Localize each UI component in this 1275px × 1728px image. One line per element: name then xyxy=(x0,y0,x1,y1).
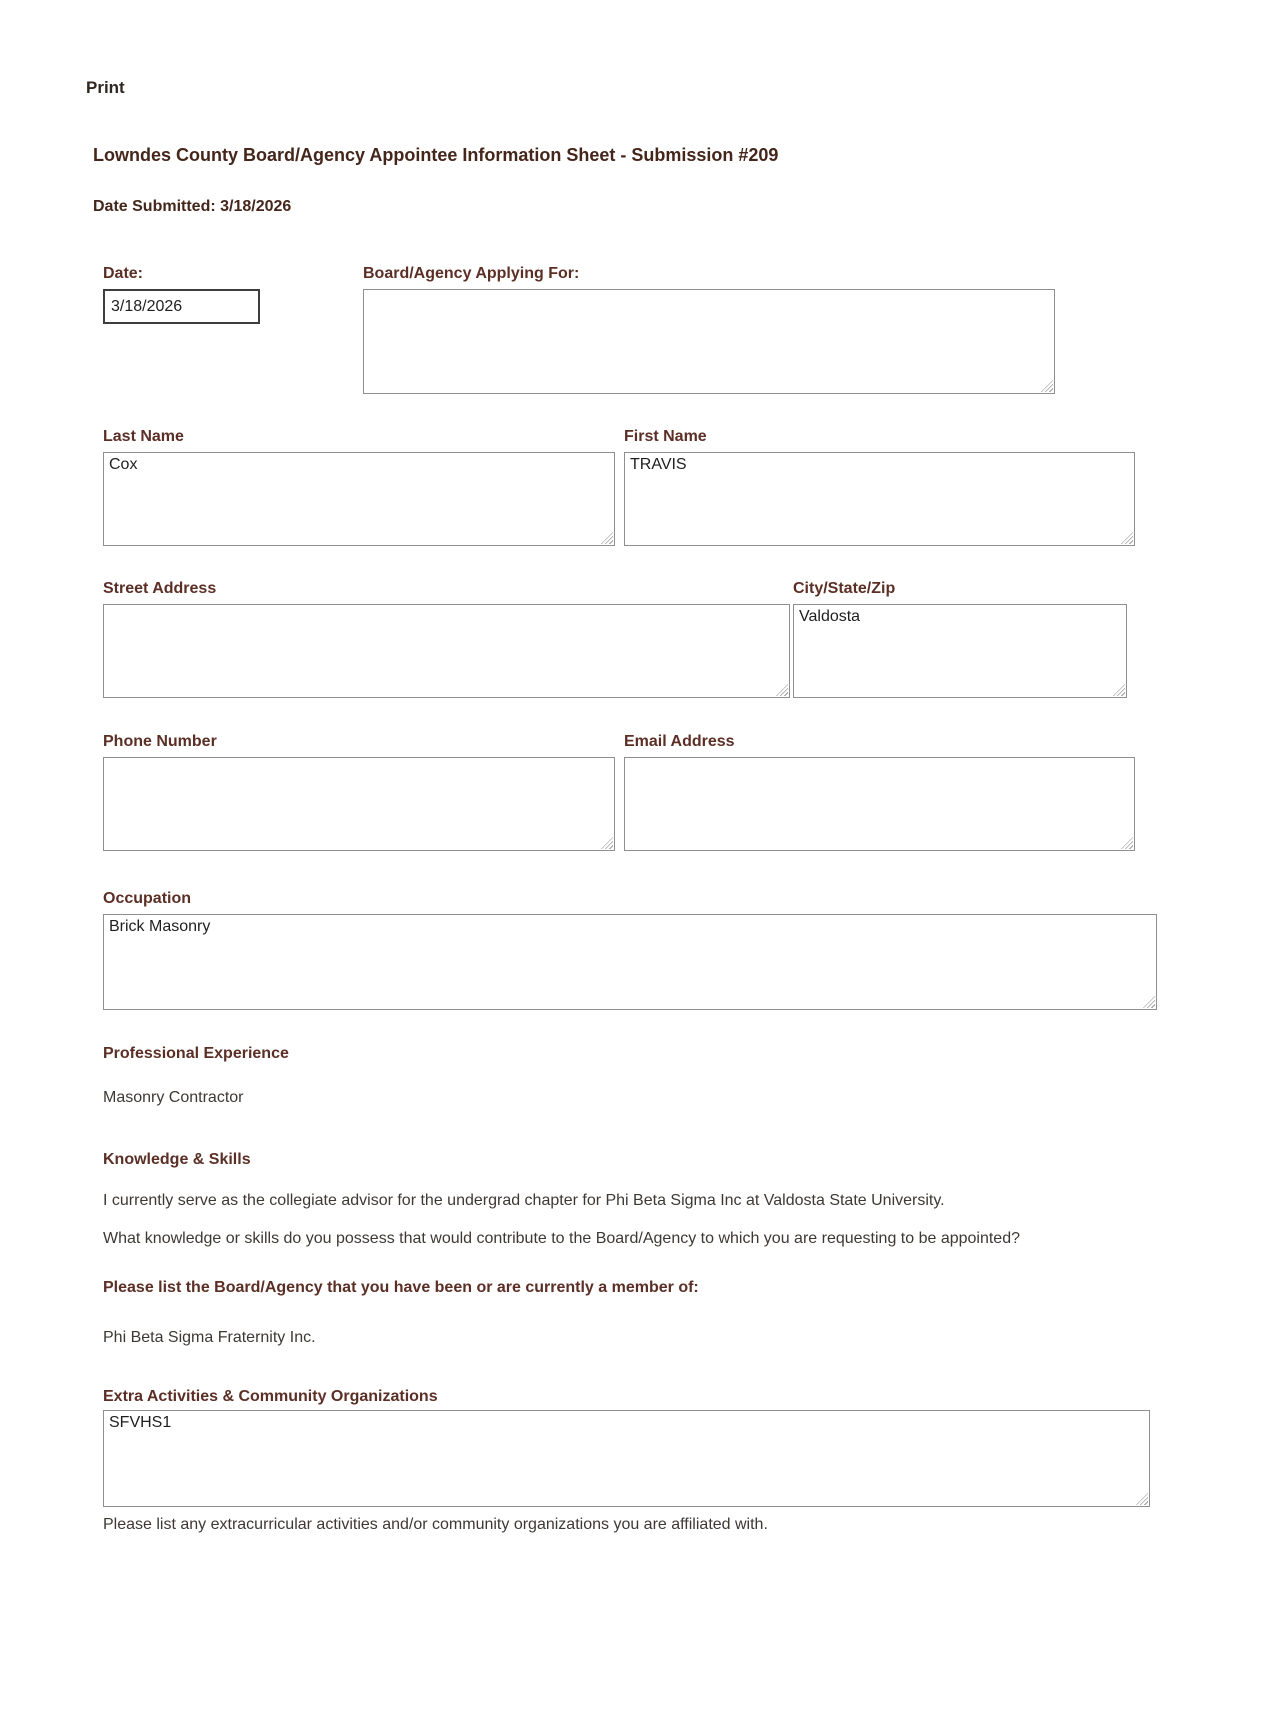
board-agency-textarea[interactable] xyxy=(363,289,1055,394)
occupation-row xyxy=(103,890,1275,1010)
name-row xyxy=(103,428,1275,546)
street-address-textarea[interactable] xyxy=(103,604,790,698)
extra-activities-caption: Please list any extracurricular activities and/or community organizations you are affiliated with. xyxy=(103,1516,768,1533)
street-address-label: Street Address xyxy=(103,580,217,597)
date-field-group xyxy=(103,265,260,394)
extra-activities-field-group xyxy=(103,1410,1150,1507)
city-state-zip-field-group xyxy=(793,580,1127,698)
city-state-zip-label: City/State/Zip xyxy=(793,580,896,597)
first-name-field-group xyxy=(624,428,1135,546)
phone-label: Phone Number xyxy=(103,733,217,750)
last-name-textarea[interactable] xyxy=(103,452,615,546)
board-member-value: Phi Beta Sigma Fraternity Inc. xyxy=(103,1329,316,1346)
board-agency-label: Board/Agency Applying For: xyxy=(363,265,580,282)
form-page xyxy=(0,78,1275,1535)
phone-textarea[interactable] xyxy=(103,757,615,851)
page-title: Lowndes County Board/Agency Appointee Information Sheet - Submission #209 xyxy=(93,145,779,165)
last-name-label: Last Name xyxy=(103,428,184,445)
last-name-field-group xyxy=(103,428,615,546)
knowledge-skills-question: What knowledge or skills do you possess that would contribute to the Board/Agency to which you are requesting to be appointed? xyxy=(103,1230,1020,1247)
contact-row xyxy=(103,733,1275,851)
date-label: Date: xyxy=(103,265,144,282)
street-address-field-group xyxy=(103,580,790,698)
date-board-row xyxy=(103,265,1275,394)
occupation-textarea[interactable] xyxy=(103,914,1157,1010)
print-button[interactable]: Print xyxy=(86,78,125,97)
date-submitted-text: Date Submitted: 3/18/2026 xyxy=(93,198,292,215)
email-label: Email Address xyxy=(624,733,735,750)
date-input[interactable] xyxy=(103,289,260,324)
email-field-group xyxy=(624,733,1135,851)
first-name-textarea[interactable] xyxy=(624,452,1135,546)
extra-activities-textarea[interactable] xyxy=(103,1410,1150,1507)
extra-activities-heading: Extra Activities & Community Organizations xyxy=(103,1388,438,1405)
knowledge-skills-answer: I currently serve as the collegiate advisor for the undergrad chapter for Phi Beta Sigma Inc at Valdosta State University. xyxy=(103,1192,945,1209)
board-agency-field-group xyxy=(363,265,1055,394)
occupation-field-group xyxy=(103,890,1157,1010)
professional-experience-value: Masonry Contractor xyxy=(103,1089,244,1106)
professional-experience-heading: Professional Experience xyxy=(103,1045,289,1062)
email-textarea[interactable] xyxy=(624,757,1135,851)
first-name-label: First Name xyxy=(624,428,707,445)
occupation-label: Occupation xyxy=(103,890,192,907)
knowledge-skills-heading: Knowledge & Skills xyxy=(103,1151,251,1168)
address-row xyxy=(103,580,1275,698)
city-state-zip-textarea[interactable] xyxy=(793,604,1127,698)
phone-field-group xyxy=(103,733,615,851)
board-member-heading: Please list the Board/Agency that you have been or are currently a member of: xyxy=(103,1279,699,1296)
